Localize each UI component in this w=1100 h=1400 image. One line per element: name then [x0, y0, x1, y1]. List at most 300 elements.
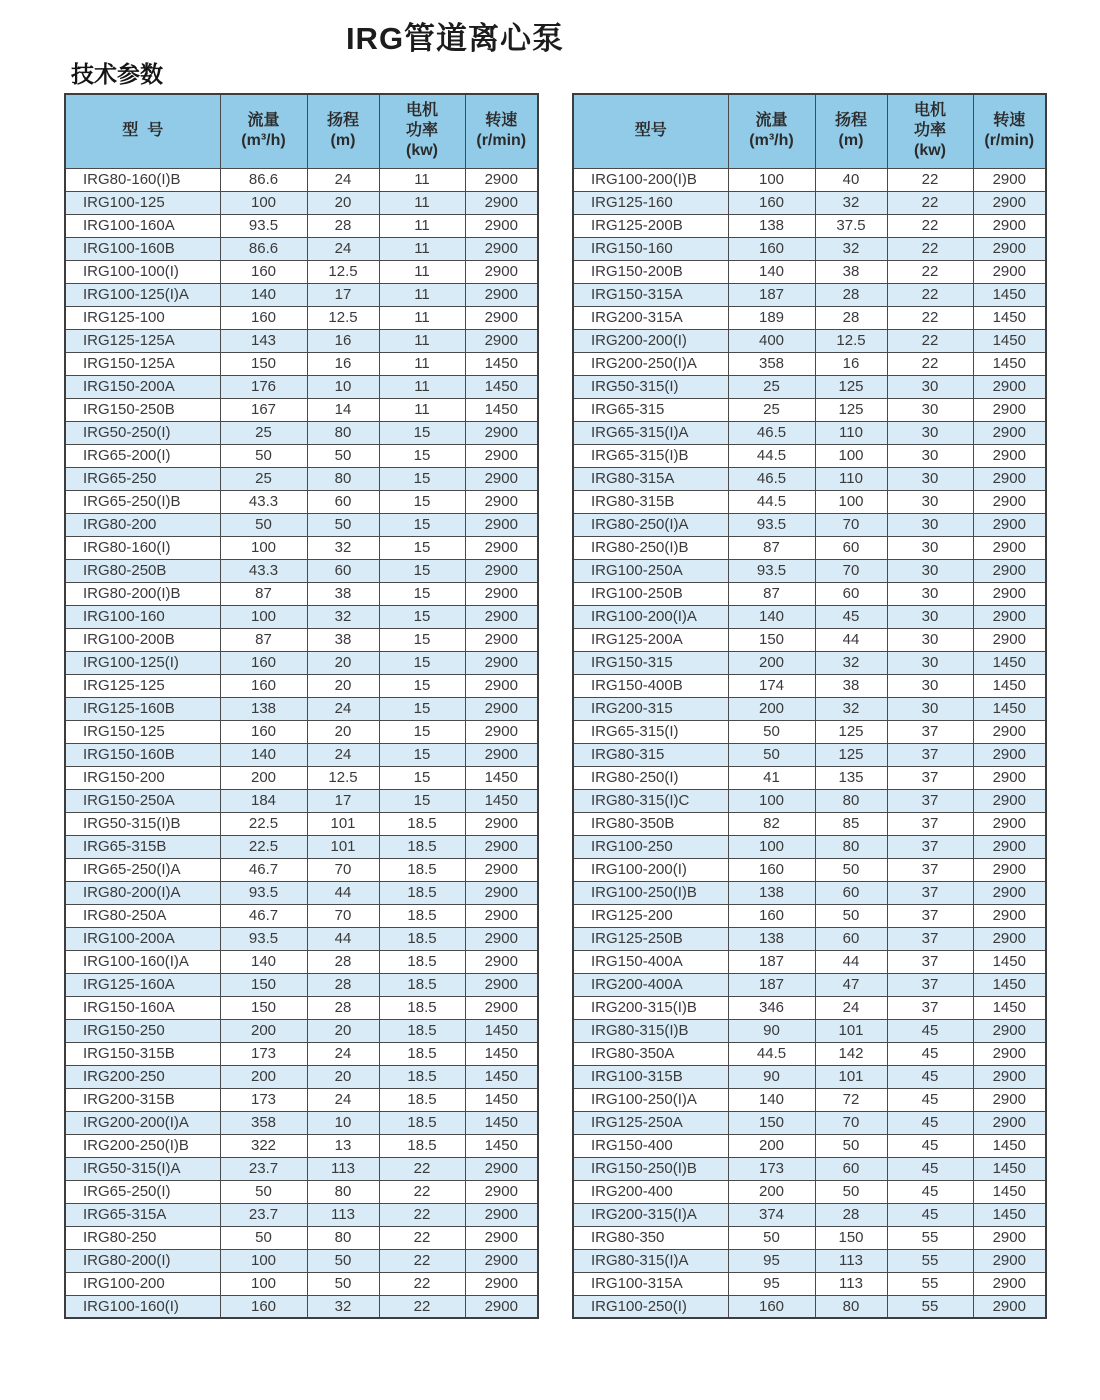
value-cell: 60: [307, 559, 379, 582]
value-cell: 32: [307, 536, 379, 559]
value-cell: 2900: [973, 536, 1046, 559]
model-cell: IRG150-250A: [65, 789, 220, 812]
model-cell: IRG200-200(I): [573, 329, 728, 352]
table-row: [573, 283, 1046, 306]
value-cell: 1450: [973, 306, 1046, 329]
value-cell: 22: [887, 329, 973, 352]
value-cell: 15: [379, 766, 465, 789]
value-cell: 10: [307, 1111, 379, 1134]
model-cell: IRG100-160(I): [65, 1295, 220, 1318]
value-cell: 2900: [973, 490, 1046, 513]
value-cell: 322: [220, 1134, 307, 1157]
value-cell: 1450: [465, 1042, 538, 1065]
value-cell: 90: [728, 1019, 815, 1042]
value-cell: 143: [220, 329, 307, 352]
value-cell: 160: [728, 237, 815, 260]
value-cell: 2900: [465, 168, 538, 191]
value-cell: 11: [379, 168, 465, 191]
model-cell: IRG100-250(I)A: [573, 1088, 728, 1111]
value-cell: 173: [220, 1088, 307, 1111]
value-cell: 11: [379, 329, 465, 352]
value-cell: 24: [307, 237, 379, 260]
table-row: [573, 858, 1046, 881]
value-cell: 2900: [973, 1249, 1046, 1272]
value-cell: 2900: [973, 237, 1046, 260]
column-header: [65, 94, 220, 168]
table-row: [573, 973, 1046, 996]
value-cell: 2900: [465, 904, 538, 927]
value-cell: 22: [887, 306, 973, 329]
value-cell: 11: [379, 398, 465, 421]
value-cell: 15: [379, 444, 465, 467]
column-header-line: (kw): [406, 142, 438, 160]
model-cell: IRG100-125(I): [65, 651, 220, 674]
value-cell: 1450: [973, 996, 1046, 1019]
value-cell: 20: [307, 1019, 379, 1042]
value-cell: 100: [220, 605, 307, 628]
value-cell: 2900: [465, 559, 538, 582]
model-cell: IRG100-250A: [573, 559, 728, 582]
value-cell: 135: [815, 766, 887, 789]
value-cell: 23.7: [220, 1203, 307, 1226]
value-cell: 2900: [973, 1042, 1046, 1065]
model-cell: IRG150-125: [65, 720, 220, 743]
value-cell: 160: [220, 1295, 307, 1318]
value-cell: 101: [815, 1065, 887, 1088]
value-cell: 20: [307, 651, 379, 674]
value-cell: 93.5: [220, 927, 307, 950]
value-cell: 2900: [465, 950, 538, 973]
model-cell: IRG65-315(I): [573, 720, 728, 743]
table-row: [573, 398, 1046, 421]
value-cell: 60: [815, 881, 887, 904]
value-cell: 37: [887, 973, 973, 996]
value-cell: 358: [220, 1111, 307, 1134]
value-cell: 2900: [465, 881, 538, 904]
value-cell: 22: [379, 1203, 465, 1226]
value-cell: 55: [887, 1272, 973, 1295]
model-cell: IRG100-315B: [573, 1065, 728, 1088]
value-cell: 140: [728, 605, 815, 628]
value-cell: 140: [220, 283, 307, 306]
value-cell: 150: [220, 352, 307, 375]
model-cell: IRG100-160: [65, 605, 220, 628]
value-cell: 15: [379, 651, 465, 674]
value-cell: 45: [887, 1019, 973, 1042]
value-cell: 160: [220, 674, 307, 697]
table-row: [573, 352, 1046, 375]
value-cell: 80: [307, 467, 379, 490]
column-header-line: 扬程: [834, 111, 867, 129]
column-header-line: 电机: [405, 101, 438, 119]
value-cell: 30: [887, 651, 973, 674]
table-row: [573, 1226, 1046, 1249]
value-cell: 2900: [465, 743, 538, 766]
value-cell: 50: [307, 1272, 379, 1295]
value-cell: 93.5: [728, 559, 815, 582]
value-cell: 32: [307, 605, 379, 628]
value-cell: 82: [728, 812, 815, 835]
value-cell: 28: [815, 306, 887, 329]
value-cell: 100: [220, 1272, 307, 1295]
model-cell: IRG125-160B: [65, 697, 220, 720]
model-cell: IRG100-200(I)B: [573, 168, 728, 191]
value-cell: 160: [220, 306, 307, 329]
value-cell: 2900: [465, 421, 538, 444]
model-cell: IRG150-125A: [65, 352, 220, 375]
value-cell: 18.5: [379, 1134, 465, 1157]
model-cell: IRG100-160B: [65, 237, 220, 260]
table-row: [573, 1272, 1046, 1295]
model-cell: IRG150-160A: [65, 996, 220, 1019]
model-cell: IRG80-315(I)A: [573, 1249, 728, 1272]
value-cell: 2900: [973, 720, 1046, 743]
value-cell: 2900: [465, 513, 538, 536]
column-header-line: (kw): [914, 142, 946, 160]
table-row: [65, 1180, 538, 1203]
value-cell: 37: [887, 743, 973, 766]
value-cell: 47: [815, 973, 887, 996]
value-cell: 15: [379, 582, 465, 605]
value-cell: 70: [815, 559, 887, 582]
column-header: [973, 94, 1046, 168]
value-cell: 37: [887, 812, 973, 835]
value-cell: 50: [307, 444, 379, 467]
value-cell: 1450: [973, 329, 1046, 352]
model-cell: IRG150-160B: [65, 743, 220, 766]
value-cell: 2900: [465, 996, 538, 1019]
model-cell: IRG80-315A: [573, 467, 728, 490]
model-cell: IRG50-250(I): [65, 421, 220, 444]
value-cell: 55: [887, 1295, 973, 1318]
value-cell: 1450: [973, 352, 1046, 375]
value-cell: 45: [887, 1203, 973, 1226]
value-cell: 37.5: [815, 214, 887, 237]
value-cell: 346: [728, 996, 815, 1019]
value-cell: 2900: [465, 214, 538, 237]
table-row: [65, 467, 538, 490]
value-cell: 50: [728, 743, 815, 766]
value-cell: 30: [887, 421, 973, 444]
model-cell: IRG65-250: [65, 467, 220, 490]
table-row: [65, 421, 538, 444]
value-cell: 2900: [465, 329, 538, 352]
value-cell: 18.5: [379, 1088, 465, 1111]
value-cell: 80: [815, 789, 887, 812]
value-cell: 30: [887, 559, 973, 582]
column-header-line: (m): [330, 132, 356, 150]
value-cell: 38: [307, 582, 379, 605]
value-cell: 2900: [973, 1111, 1046, 1134]
value-cell: 20: [307, 1065, 379, 1088]
value-cell: 22: [887, 237, 973, 260]
value-cell: 113: [815, 1249, 887, 1272]
value-cell: 101: [307, 812, 379, 835]
value-cell: 70: [815, 513, 887, 536]
model-cell: IRG100-250B: [573, 582, 728, 605]
value-cell: 125: [815, 375, 887, 398]
table-row: [573, 1042, 1046, 1065]
value-cell: 100: [220, 1249, 307, 1272]
value-cell: 2900: [465, 697, 538, 720]
value-cell: 100: [728, 168, 815, 191]
value-cell: 16: [307, 329, 379, 352]
value-cell: 86.6: [220, 237, 307, 260]
table-row: [65, 398, 538, 421]
value-cell: 22: [379, 1295, 465, 1318]
value-cell: 46.5: [728, 421, 815, 444]
table-row: [65, 490, 538, 513]
value-cell: 2900: [465, 444, 538, 467]
value-cell: 100: [728, 789, 815, 812]
value-cell: 22: [887, 214, 973, 237]
value-cell: 22.5: [220, 812, 307, 835]
value-cell: 1450: [973, 1180, 1046, 1203]
table-row: [65, 513, 538, 536]
table-row: [65, 605, 538, 628]
table-row: [65, 858, 538, 881]
value-cell: 11: [379, 375, 465, 398]
value-cell: 80: [307, 421, 379, 444]
table-row: [65, 306, 538, 329]
model-cell: IRG80-200(I)B: [65, 582, 220, 605]
model-cell: IRG50-315(I)A: [65, 1157, 220, 1180]
value-cell: 41: [728, 766, 815, 789]
value-cell: 1450: [465, 766, 538, 789]
value-cell: 200: [728, 651, 815, 674]
value-cell: 200: [220, 1019, 307, 1042]
value-cell: 93.5: [220, 214, 307, 237]
value-cell: 2900: [973, 421, 1046, 444]
model-cell: IRG150-315A: [573, 283, 728, 306]
table-row: [573, 444, 1046, 467]
table-row: [573, 996, 1046, 1019]
value-cell: 400: [728, 329, 815, 352]
value-cell: 45: [887, 1111, 973, 1134]
table-row: [65, 168, 538, 191]
model-cell: IRG125-100: [65, 306, 220, 329]
table-row: [65, 904, 538, 927]
value-cell: 189: [728, 306, 815, 329]
value-cell: 24: [307, 697, 379, 720]
value-cell: 2900: [973, 927, 1046, 950]
value-cell: 50: [815, 1134, 887, 1157]
model-cell: IRG125-200A: [573, 628, 728, 651]
table-row: [65, 766, 538, 789]
model-cell: IRG150-250: [65, 1019, 220, 1042]
model-cell: IRG125-200: [573, 904, 728, 927]
value-cell: 60: [815, 927, 887, 950]
model-cell: IRG200-250(I)B: [65, 1134, 220, 1157]
model-cell: IRG125-125A: [65, 329, 220, 352]
page-title: IRG管道离心泵: [345, 21, 565, 56]
value-cell: 50: [815, 1180, 887, 1203]
table-row: [65, 835, 538, 858]
model-cell: IRG200-400: [573, 1180, 728, 1203]
value-cell: 38: [307, 628, 379, 651]
table-row: [573, 1295, 1046, 1318]
value-cell: 22.5: [220, 835, 307, 858]
value-cell: 87: [728, 536, 815, 559]
value-cell: 12.5: [307, 260, 379, 283]
value-cell: 95: [728, 1272, 815, 1295]
model-cell: IRG150-200A: [65, 375, 220, 398]
value-cell: 25: [728, 375, 815, 398]
value-cell: 18.5: [379, 812, 465, 835]
value-cell: 37: [887, 720, 973, 743]
value-cell: 15: [379, 674, 465, 697]
value-cell: 20: [307, 720, 379, 743]
value-cell: 100: [220, 191, 307, 214]
value-cell: 140: [728, 1088, 815, 1111]
value-cell: 37: [887, 996, 973, 1019]
value-cell: 22: [379, 1272, 465, 1295]
value-cell: 18.5: [379, 996, 465, 1019]
value-cell: 46.7: [220, 904, 307, 927]
table-row: [573, 168, 1046, 191]
value-cell: 38: [815, 674, 887, 697]
value-cell: 46.7: [220, 858, 307, 881]
value-cell: 358: [728, 352, 815, 375]
model-cell: IRG150-160: [573, 237, 728, 260]
model-cell: IRG100-250(I): [573, 1295, 728, 1318]
model-cell: IRG80-160(I)B: [65, 168, 220, 191]
table-row: [573, 559, 1046, 582]
value-cell: 28: [307, 214, 379, 237]
table-row: [573, 927, 1046, 950]
value-cell: 17: [307, 789, 379, 812]
column-header-line: (r/min): [984, 132, 1035, 150]
table-row: [65, 1157, 538, 1180]
value-cell: 15: [379, 559, 465, 582]
column-header: [307, 94, 379, 168]
table-row: [65, 1203, 538, 1226]
model-cell: IRG80-250B: [65, 559, 220, 582]
value-cell: 11: [379, 237, 465, 260]
table-row: [65, 191, 538, 214]
table-row: [573, 1134, 1046, 1157]
value-cell: 113: [815, 1272, 887, 1295]
value-cell: 28: [815, 283, 887, 306]
value-cell: 1450: [465, 1134, 538, 1157]
value-cell: 50: [307, 1249, 379, 1272]
model-cell: IRG80-350A: [573, 1042, 728, 1065]
table-row: [65, 950, 538, 973]
value-cell: 60: [815, 582, 887, 605]
model-cell: IRG80-315B: [573, 490, 728, 513]
value-cell: 70: [307, 858, 379, 881]
table-row: [573, 306, 1046, 329]
value-cell: 2900: [465, 490, 538, 513]
model-cell: IRG100-200(I): [573, 858, 728, 881]
value-cell: 100: [815, 490, 887, 513]
value-cell: 187: [728, 973, 815, 996]
model-cell: IRG125-160: [573, 191, 728, 214]
table-row: [65, 1295, 538, 1318]
value-cell: 1450: [973, 1203, 1046, 1226]
value-cell: 2900: [973, 1295, 1046, 1318]
value-cell: 45: [887, 1157, 973, 1180]
value-cell: 44: [307, 881, 379, 904]
value-cell: 44: [815, 950, 887, 973]
value-cell: 174: [728, 674, 815, 697]
table-row: [573, 260, 1046, 283]
model-cell: IRG80-350: [573, 1226, 728, 1249]
value-cell: 87: [728, 582, 815, 605]
model-cell: IRG125-250A: [573, 1111, 728, 1134]
table-row: [573, 605, 1046, 628]
table-row: [65, 720, 538, 743]
value-cell: 60: [307, 490, 379, 513]
value-cell: 30: [887, 444, 973, 467]
column-header-line: 型 号: [122, 122, 164, 140]
value-cell: 200: [728, 697, 815, 720]
model-cell: IRG100-200(I)A: [573, 605, 728, 628]
column-header-line: 功率: [405, 122, 438, 140]
value-cell: 2900: [465, 1295, 538, 1318]
value-cell: 55: [887, 1226, 973, 1249]
value-cell: 50: [307, 513, 379, 536]
value-cell: 2900: [973, 881, 1046, 904]
value-cell: 30: [887, 674, 973, 697]
table-row: [573, 513, 1046, 536]
value-cell: 45: [887, 1065, 973, 1088]
value-cell: 2900: [973, 513, 1046, 536]
value-cell: 50: [815, 858, 887, 881]
model-cell: IRG65-315(I)A: [573, 421, 728, 444]
value-cell: 18.5: [379, 835, 465, 858]
table-row: [573, 697, 1046, 720]
table-row: [65, 996, 538, 1019]
header-row: [65, 94, 538, 168]
value-cell: 15: [379, 513, 465, 536]
value-cell: 43.3: [220, 490, 307, 513]
column-header: [728, 94, 815, 168]
value-cell: 16: [815, 352, 887, 375]
table-row: [573, 789, 1046, 812]
value-cell: 24: [307, 1088, 379, 1111]
table-row: [65, 1272, 538, 1295]
table-row: [65, 812, 538, 835]
value-cell: 2900: [973, 467, 1046, 490]
value-cell: 44.5: [728, 1042, 815, 1065]
model-cell: IRG150-315: [573, 651, 728, 674]
table-row: [573, 214, 1046, 237]
value-cell: 18.5: [379, 927, 465, 950]
table-row: [65, 352, 538, 375]
value-cell: 28: [307, 973, 379, 996]
model-cell: IRG80-250: [65, 1226, 220, 1249]
value-cell: 23.7: [220, 1157, 307, 1180]
column-header-line: 功率: [913, 122, 946, 140]
value-cell: 2900: [973, 812, 1046, 835]
value-cell: 113: [307, 1203, 379, 1226]
value-cell: 150: [728, 1111, 815, 1134]
value-cell: 11: [379, 306, 465, 329]
value-cell: 25: [728, 398, 815, 421]
model-cell: IRG100-125: [65, 191, 220, 214]
value-cell: 110: [815, 467, 887, 490]
model-cell: IRG150-400A: [573, 950, 728, 973]
value-cell: 160: [728, 1295, 815, 1318]
column-header: [815, 94, 887, 168]
table-row: [65, 283, 538, 306]
value-cell: 1450: [465, 375, 538, 398]
table-row: [65, 881, 538, 904]
value-cell: 85: [815, 812, 887, 835]
table-row: [573, 1019, 1046, 1042]
value-cell: 86.6: [220, 168, 307, 191]
